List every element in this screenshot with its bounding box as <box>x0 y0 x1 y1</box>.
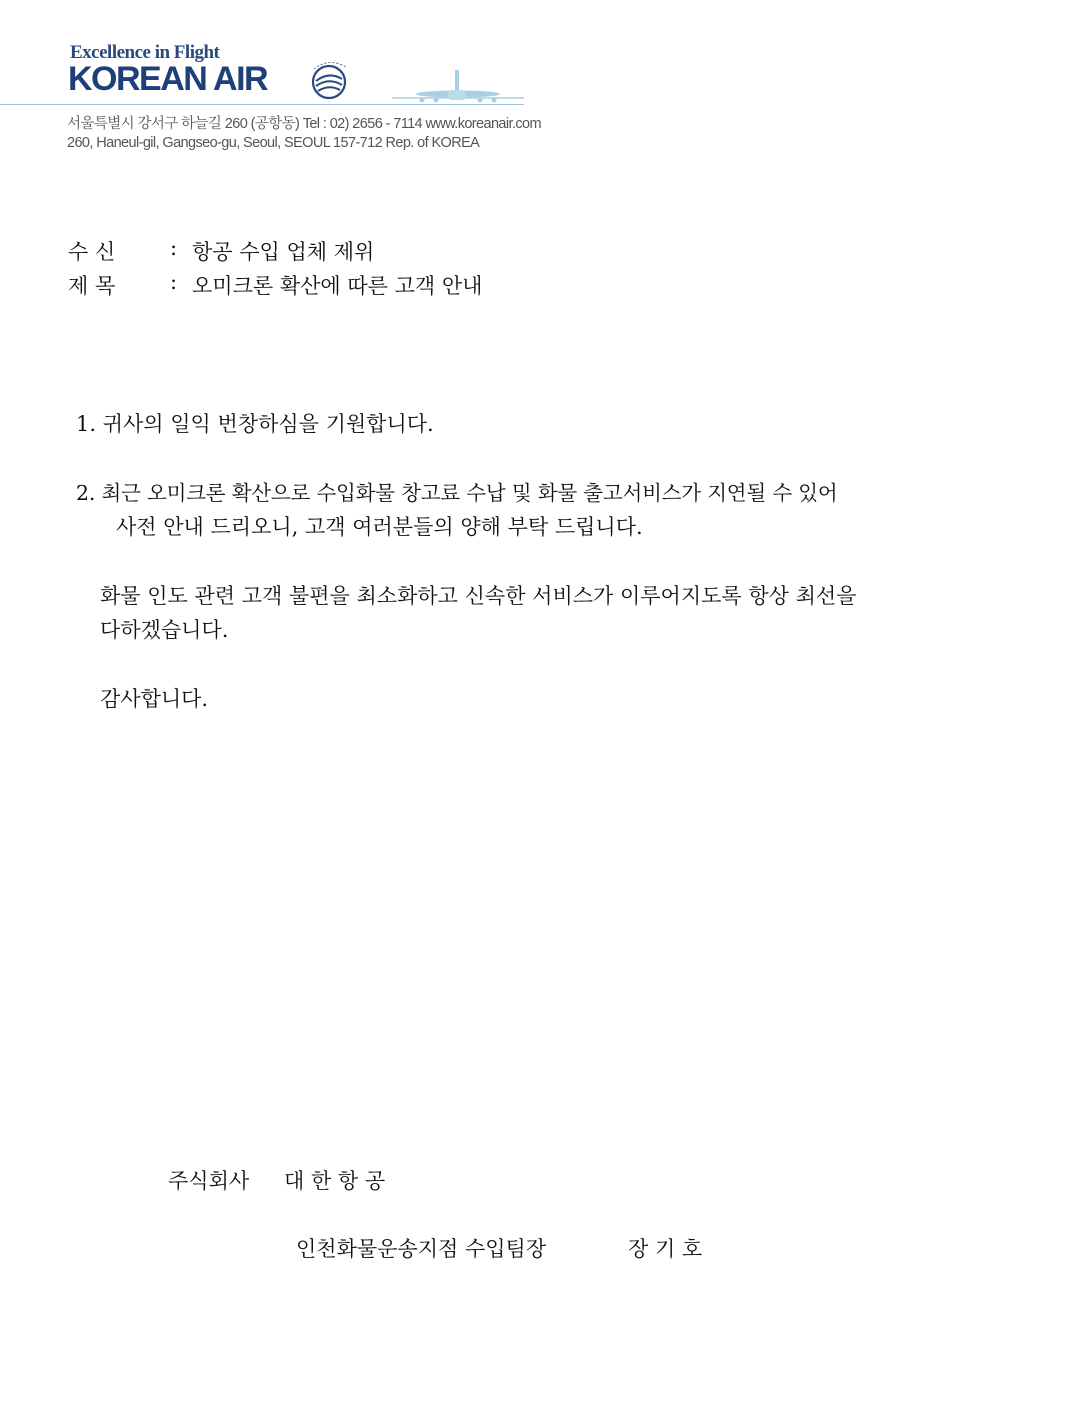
signatory-department: 인천화물운송지점 수입팀장 <box>296 1237 547 1261</box>
recipient-separator: : <box>170 236 178 260</box>
letterhead-tagline: Excellence in Flight <box>70 42 220 63</box>
body-item-2-line-2: 사전 안내 드리오니, 고객 여러분들의 양해 부탁 드립니다. <box>116 515 643 539</box>
body-paragraph-line-1: 화물 인도 관련 고객 불편을 최소화하고 신속한 서비스가 이루어지도록 항상 최선을 <box>100 584 857 608</box>
signatory-name: 장 기 호 <box>628 1237 703 1261</box>
subject-value: 오미크론 확산에 따른 고객 안내 <box>192 274 483 298</box>
closing-text: 감사합니다. <box>100 687 209 711</box>
body-item-1: 1. 귀사의 일익 번창하심을 기원합니다. <box>76 412 434 436</box>
airplane-icon <box>392 68 524 108</box>
skyteam-logo-icon <box>304 57 354 103</box>
subject-label: 제 목 <box>68 274 116 298</box>
recipient-value: 항공 수입 업체 제위 <box>192 240 375 264</box>
body-item-2-line-1: 2. 최근 오미크론 확산으로 수입화물 창고료 수납 및 화물 출고서비스가 지연될 수 있어 <box>76 481 838 505</box>
company-prefix: 주식회사 <box>168 1169 250 1193</box>
brand-logotype: KOREAN AIR <box>68 60 268 98</box>
recipient-label: 수 신 <box>68 240 116 264</box>
body-paragraph-line-2: 다하겠습니다. <box>100 618 229 642</box>
address-korean: 서울특별시 강서구 하늘길 260 (공항동) Tel : 02) 2656 - 7114 www.koreanair.com <box>67 116 541 132</box>
address-english: 260, Haneul-gil, Gangseo-gu, Seoul, SEOUL 157-712 Rep. of KOREA <box>67 135 480 151</box>
subject-separator: : <box>170 270 178 294</box>
company-name: 대 한 항 공 <box>284 1169 386 1193</box>
